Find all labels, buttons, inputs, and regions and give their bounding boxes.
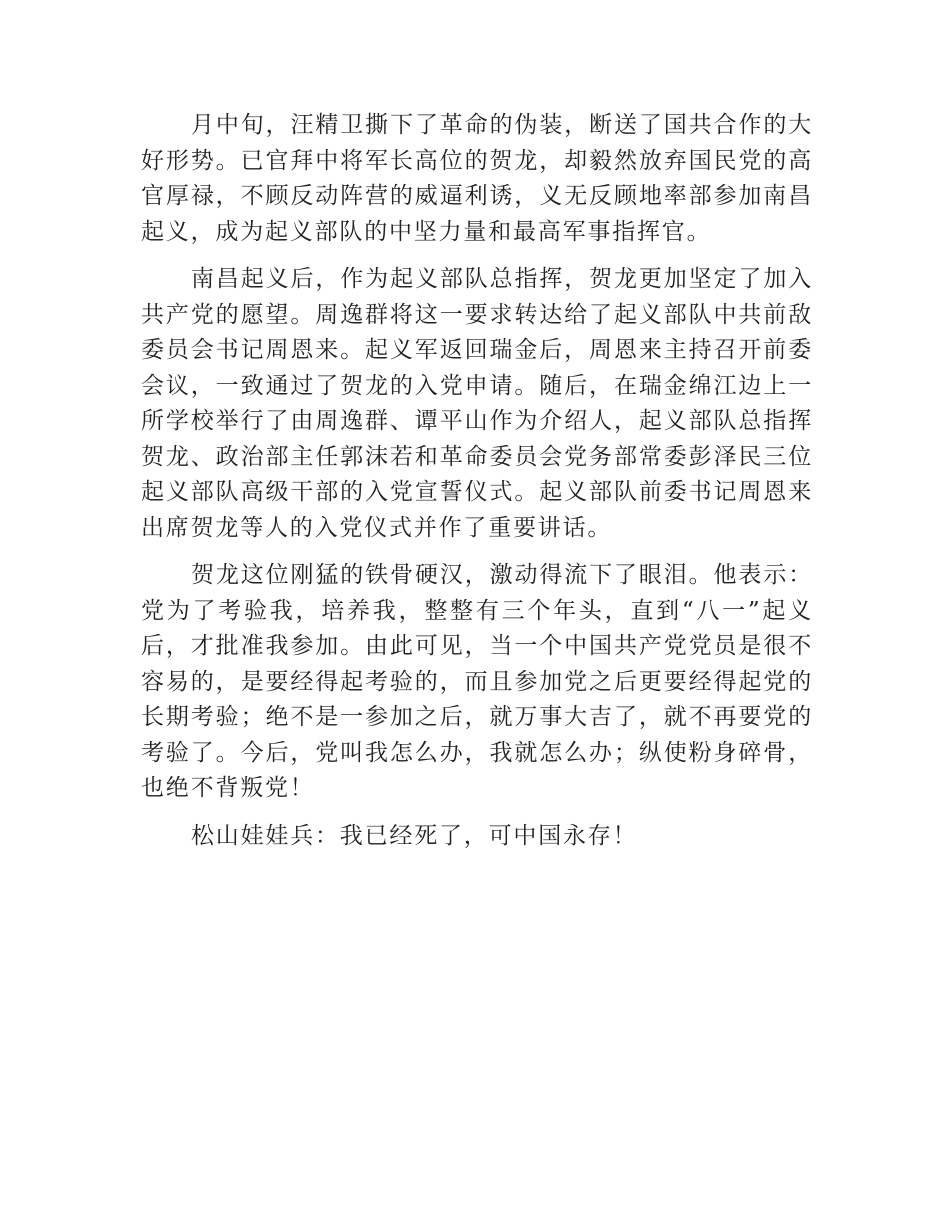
paragraph-4: 松山娃娃兵：我已经死了，可中国永存！ bbox=[191, 822, 638, 849]
paragraph-2: 南昌起义后，作为起义部队总指挥，贺龙更加坚定了加入共产党的愿望。周逸群将这一要求转达给了起义部队中共前敌委员会书记周恩来。起义军返回瑞金后，周恩来主持召开前委会议，一致通过了贺龙的入党申请。随后，在瑞金绵江边上一所学校举行了由周逸群、谭平山作为介绍人，起义部队总指挥贺龙、政治部主任郭沫若和革命委员会党务部常委彭泽民三位起义部队高级干部的入党宣誓仪式。起义部队前委书记周恩来出席贺龙等人的入党仪式并作了重要讲话。 bbox=[141, 266, 813, 541]
document-body bbox=[141, 108, 813, 866]
paragraph-3: 贺龙这位刚猛的铁骨硬汉，激动得流下了眼泪。他表示：党为了考验我，培养我，整整有三个年头，直到“八一”起义后，才批准我参加。由此可见，当一个中国共产党党员是很不容易的，是要经得起考验的，而且参加党之后更要经得起党的长期考验；绝不是一参加之后，就万事大吉了，就不再要党的考验了。今后，党叫我怎么办，我就怎么办；纵使粉身碎骨，也绝不背叛党！ bbox=[141, 562, 813, 801]
paragraph-1: 月中旬，汪精卫撕下了革命的伪装，断送了国共合作的大好形势。已官拜中将军长高位的贺龙，却毅然放弃国民党的高官厚禄，不顾反动阵营的威逼利诱，义无反顾地率部参加南昌起义，成为起义部队的中坚力量和最高军事指挥官。 bbox=[141, 112, 813, 245]
